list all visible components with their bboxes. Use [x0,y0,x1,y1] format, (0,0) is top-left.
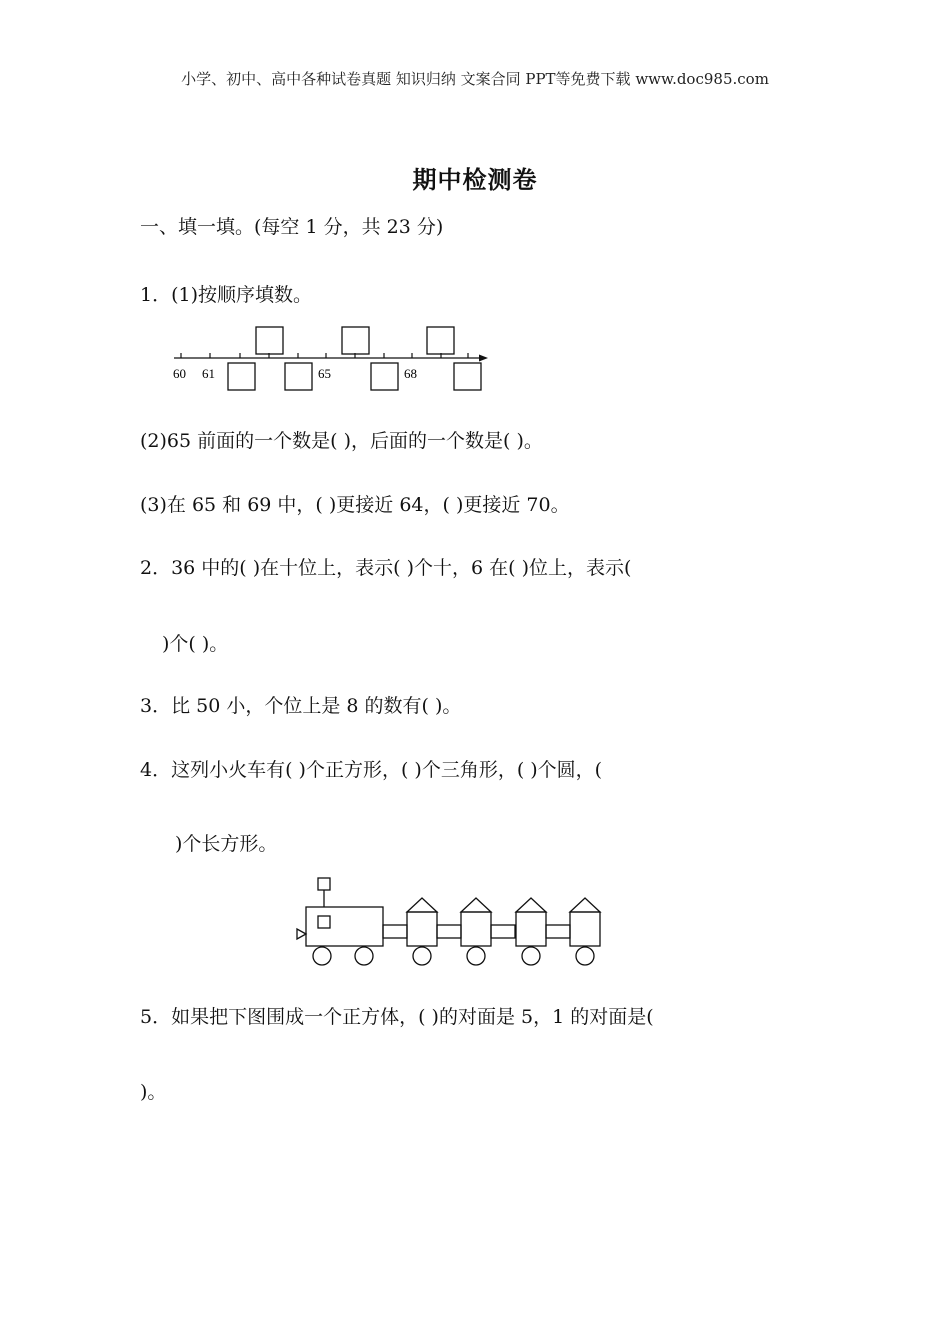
section-heading: 一、填一填。(每空 1 分，共 23 分) [140,216,444,238]
number-line-label: 61 [202,366,215,381]
front-triangle [297,929,306,939]
number-line-label: 68 [404,366,417,381]
wheel-circle [313,947,331,965]
wheel-circle [467,947,485,965]
roof-triangle [570,898,600,912]
question-4-line-1: 4．这列小火车有( )个正方形，( )个三角形，( )个圆，( [140,759,603,781]
car-rectangle [570,912,600,946]
question-1-part-3: (3)在 65 和 69 中，( )更接近 64，( )更接近 70。 [140,494,570,516]
wheel-circle [522,947,540,965]
chimney-square [318,878,330,890]
roof-triangle [461,898,491,912]
number-line-label: 65 [318,366,331,381]
train-couplers [383,925,570,938]
car-rectangle [407,912,437,946]
roof-triangle [407,898,437,912]
question-2-line-1: 2．36 中的( )在十位上，表示( )个十，6 在( )位上，表示( [140,557,632,579]
number-line-figure [168,320,498,396]
question-1-part-2: (2)65 前面的一个数是( )，后面的一个数是( )。 [140,430,543,452]
question-1-part-1: 1．(1)按顺序填数。 [140,284,313,306]
page-header: 小学、初中、高中各种试卷真题 知识归纳 文案合同 PPT等免费下载 www.doc985.com [181,70,769,88]
car-rectangle [516,912,546,946]
train-car [516,898,546,965]
page-title: 期中检测卷 [412,166,538,194]
car-rectangle [461,912,491,946]
question-5-line-2: )。 [140,1081,167,1103]
question-3: 3．比 50 小，个位上是 8 的数有( )。 [140,695,462,717]
train-car [461,898,491,965]
window-square [318,916,330,928]
roof-triangle [516,898,546,912]
question-2-line-2: )个( )。 [162,633,229,655]
wheel-circle [355,947,373,965]
train-engine [297,878,383,965]
question-4-line-2: )个长方形。 [175,833,278,855]
number-line-ticks [181,353,468,358]
number-line-label: 60 [173,366,186,381]
train-figure [290,870,620,970]
wheel-circle [576,947,594,965]
wheel-circle [413,947,431,965]
train-car [407,898,437,965]
train-car [570,898,600,965]
question-5-line-1: 5．如果把下图围成一个正方体，( )的对面是 5，1 的对面是( [140,1006,654,1028]
